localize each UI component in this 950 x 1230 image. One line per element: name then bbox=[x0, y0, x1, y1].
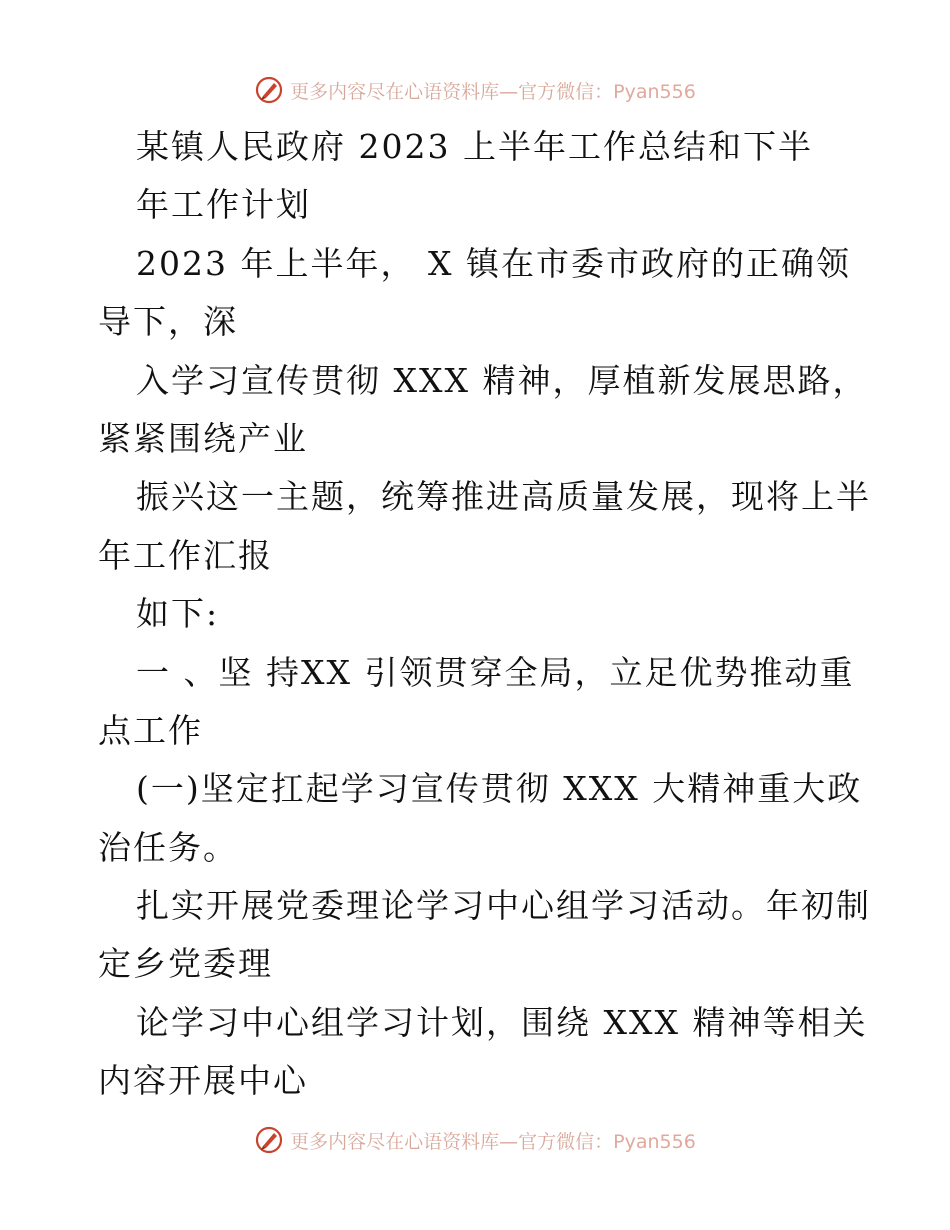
text-line: 年工作计划 bbox=[136, 185, 311, 225]
text-line: 内容开展中心 bbox=[98, 1061, 308, 1101]
document-body bbox=[98, 118, 871, 1111]
pen-logo-icon bbox=[254, 75, 284, 105]
text-line: 振兴这一主题，统筹推进高质量发展，现将上半 bbox=[136, 477, 871, 517]
text-line: 入学习宣传贯彻 XXX 精神，厚植新发展思路， bbox=[136, 360, 868, 400]
pen-logo-icon bbox=[254, 1125, 284, 1155]
text-line: 论学习中心组学习计划，围绕 XXX 精神等相关 bbox=[136, 1002, 868, 1042]
text-line: 一 、坚 持XX 引领贯穿全局，立足优势推动重 bbox=[136, 652, 855, 692]
text-line: (一)坚定扛起学习宣传贯彻 XXX 大精神重大政 bbox=[136, 769, 863, 809]
text-line: 2023 年上半年， X 镇在市委市政府的正确领 bbox=[136, 243, 851, 283]
text-line: 如下: bbox=[136, 594, 220, 634]
footer-watermark bbox=[0, 1120, 950, 1160]
text-line: 定乡党委理 bbox=[98, 944, 273, 984]
text-line: 扎实开展党委理论学习中心组学习活动。年初制 bbox=[136, 886, 871, 926]
text-line: 某镇人民政府 2023 上半年工作总结和下半 bbox=[136, 127, 813, 166]
text-line: 年工作汇报 bbox=[98, 535, 273, 575]
text-line: 治任务。 bbox=[98, 827, 238, 867]
header-watermark bbox=[0, 70, 950, 110]
text-line: 导下，深 bbox=[98, 302, 238, 342]
text-line: 点工作 bbox=[98, 710, 203, 750]
watermark-text: 更多内容尽在心语资料库—官方微信：Pyan556 bbox=[290, 80, 696, 103]
watermark-text: 更多内容尽在心语资料库—官方微信：Pyan556 bbox=[290, 1130, 696, 1153]
text-line: 紧紧围绕产业 bbox=[98, 418, 308, 458]
